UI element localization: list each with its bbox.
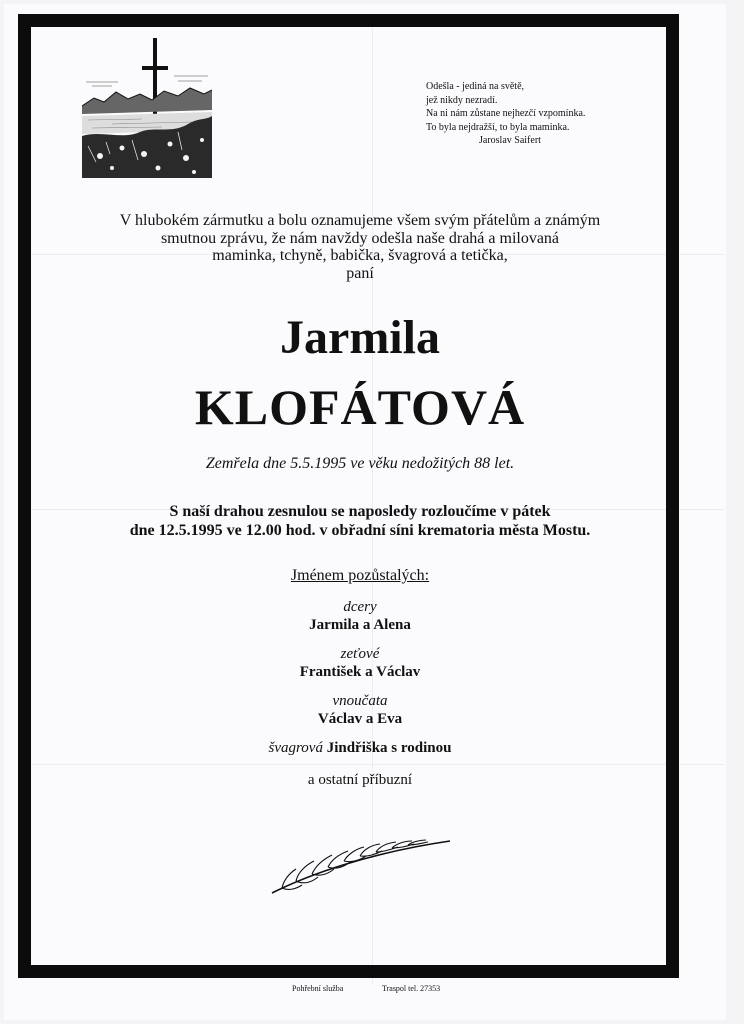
mourner-group bbox=[60, 598, 660, 634]
mourner-group bbox=[60, 692, 660, 728]
relation-names: František a Václav bbox=[299, 664, 421, 680]
deceased-first-name: Jarmila bbox=[280, 311, 440, 364]
poem-line: Na ni nám zůstane nejhezčí vzpomínka. bbox=[426, 108, 586, 119]
relation-names: Jindřiška s rodinou bbox=[326, 740, 452, 756]
cross-landscape-icon bbox=[82, 36, 212, 178]
poem-line: To byla nejdražší, to byla maminka. bbox=[426, 121, 570, 133]
relation-names: Václav a Eva bbox=[317, 711, 403, 727]
funeral-line: S naší drahou zesnulou se naposledy rozloučíme v pátek bbox=[169, 503, 551, 520]
mourners-heading: Jménem pozůstalých: bbox=[290, 567, 430, 584]
death-note: Zemřela dne 5.5.1995 ve věku nedožitých 88 let. bbox=[205, 455, 515, 472]
funeral-line: dne 12.5.1995 ve 12.00 hod. v obřadní síni krematoria města Mostu. bbox=[129, 522, 591, 539]
funeral-info bbox=[60, 502, 660, 540]
announcement-line: smutnou zprávu, že nám navždy odešla naše drahá a milovaná bbox=[160, 229, 560, 247]
footer-funeral-service: Pohřební služba bbox=[292, 984, 344, 993]
relation-label: dcery bbox=[343, 599, 377, 615]
relation-names: Jarmila a Alena bbox=[309, 617, 411, 633]
relation-label: vnoučata bbox=[332, 693, 388, 709]
announcement-line: V hlubokém zármutku a bolu oznamujeme všem svým přátelům a známým bbox=[119, 212, 601, 229]
announcement-text bbox=[60, 212, 660, 282]
poem-line: Odešla - jediná na světě, bbox=[426, 81, 525, 92]
poem bbox=[426, 80, 666, 148]
mourner-sister-in-law bbox=[60, 739, 660, 757]
mourner-group bbox=[60, 645, 660, 681]
announcement-line: paní bbox=[346, 264, 374, 282]
deceased-surname: KLOFÁTOVÁ bbox=[194, 379, 526, 435]
poem-line: jež nikdy nezradí. bbox=[426, 94, 498, 106]
other-relatives: a ostatní příbuzní bbox=[307, 772, 413, 788]
announcement-line: maminka, tchyně, babička, švagrová a tetička, bbox=[212, 247, 508, 264]
relation-label: zeťové bbox=[340, 646, 380, 662]
palm-branch-icon bbox=[268, 835, 454, 897]
footer-contact: Traspol tel. 27353 bbox=[382, 984, 441, 993]
relation-label: švagrová bbox=[268, 740, 323, 756]
poem-author: Jaroslav Saifert bbox=[479, 135, 541, 146]
